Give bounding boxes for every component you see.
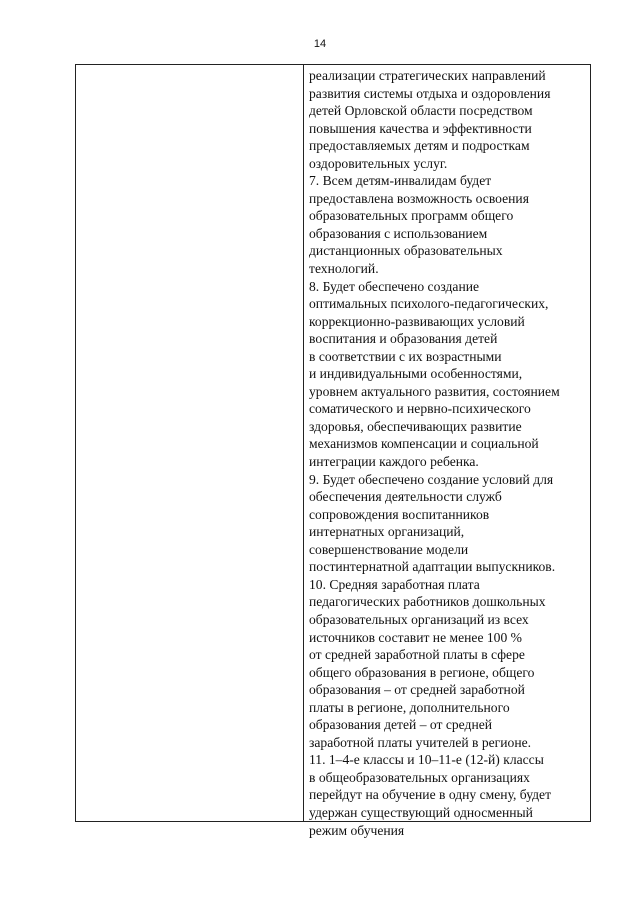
text-line: 8. Будет обеспечено создание bbox=[309, 278, 480, 294]
text-line: оздоровительных услуг. bbox=[309, 155, 448, 171]
text-line: технологий. bbox=[309, 261, 379, 277]
text-line: совершенствование модели bbox=[309, 541, 469, 557]
text-line: коррекционно-развивающих условий bbox=[309, 313, 525, 329]
text-line: дистанционных образовательных bbox=[309, 243, 503, 259]
text-line: образовательных программ общего bbox=[309, 208, 514, 224]
text-line: повышения качества и эффективности bbox=[309, 120, 532, 136]
document-table bbox=[75, 64, 591, 838]
text-line: реализации стратегических направлений bbox=[309, 68, 546, 83]
text-line: от средней заработной платы в сфере bbox=[309, 647, 525, 663]
text-line: образовательных организаций из всех bbox=[309, 611, 529, 627]
text-line: уровнем актуального развития, состоянием bbox=[309, 383, 560, 399]
text-line: развития системы отдыха и оздоровления bbox=[309, 85, 551, 101]
text-line: образования с использованием bbox=[309, 225, 488, 241]
text-line: режим обучения bbox=[309, 822, 405, 838]
text-line: заработной платы учителей в регионе. bbox=[309, 734, 532, 750]
text-line: соматического и нервно-психического bbox=[309, 401, 531, 417]
text-line: механизмов компенсации и социальной bbox=[309, 436, 539, 452]
text-line: и индивидуальными особенностями, bbox=[309, 366, 523, 382]
text-line: предоставляемых детям и подросткам bbox=[309, 138, 530, 154]
text-line: в общеобразовательных организациях bbox=[309, 769, 530, 785]
text-line: детей Орловской области посредством bbox=[309, 103, 533, 119]
text-line: 7. Всем детям-инвалидам будет bbox=[309, 173, 492, 189]
text-line: постинтернатной адаптации выпускников. bbox=[309, 559, 556, 575]
text-line: оптимальных психолого-педагогических, bbox=[309, 296, 549, 312]
text-line: 11. 1–4-е классы и 10–11-е (12-й) классы bbox=[309, 752, 544, 768]
text-line: 9. Будет обеспечено создание условий для bbox=[309, 471, 554, 487]
text-line: интернатных организаций, bbox=[309, 524, 465, 540]
text-line: воспитания и образования детей bbox=[309, 331, 498, 347]
text-line: предоставлена возможность освоения bbox=[309, 190, 529, 206]
text-line: 10. Средняя заработная плата bbox=[309, 576, 480, 592]
text-line: общего образования в регионе, общего bbox=[309, 664, 535, 680]
text-line: образования детей – от средней bbox=[309, 717, 493, 733]
text-line: перейдут на обучение в одну смену, будет bbox=[309, 787, 552, 803]
text-line: в соответствии с их возрастными bbox=[309, 348, 502, 364]
text-line: педагогических работников дошкольных bbox=[309, 594, 546, 610]
text-line: образования – от средней заработной bbox=[309, 682, 525, 698]
text-line: интеграции каждого ребенка. bbox=[309, 454, 479, 470]
table-right-cell bbox=[304, 65, 590, 838]
text-line: источников составит не менее 100 % bbox=[309, 629, 522, 645]
text-line: удержан существующий односменный bbox=[309, 804, 533, 820]
text-line: здоровья, обеспечивающих развитие bbox=[309, 418, 522, 434]
text-line: сопровождения воспитанников bbox=[309, 506, 490, 522]
table-left-cell bbox=[76, 65, 304, 821]
page-number: 14 bbox=[313, 38, 327, 50]
text-line: платы в регионе, дополнительного bbox=[309, 699, 510, 715]
text-line: обеспечения деятельности служб bbox=[309, 489, 502, 505]
